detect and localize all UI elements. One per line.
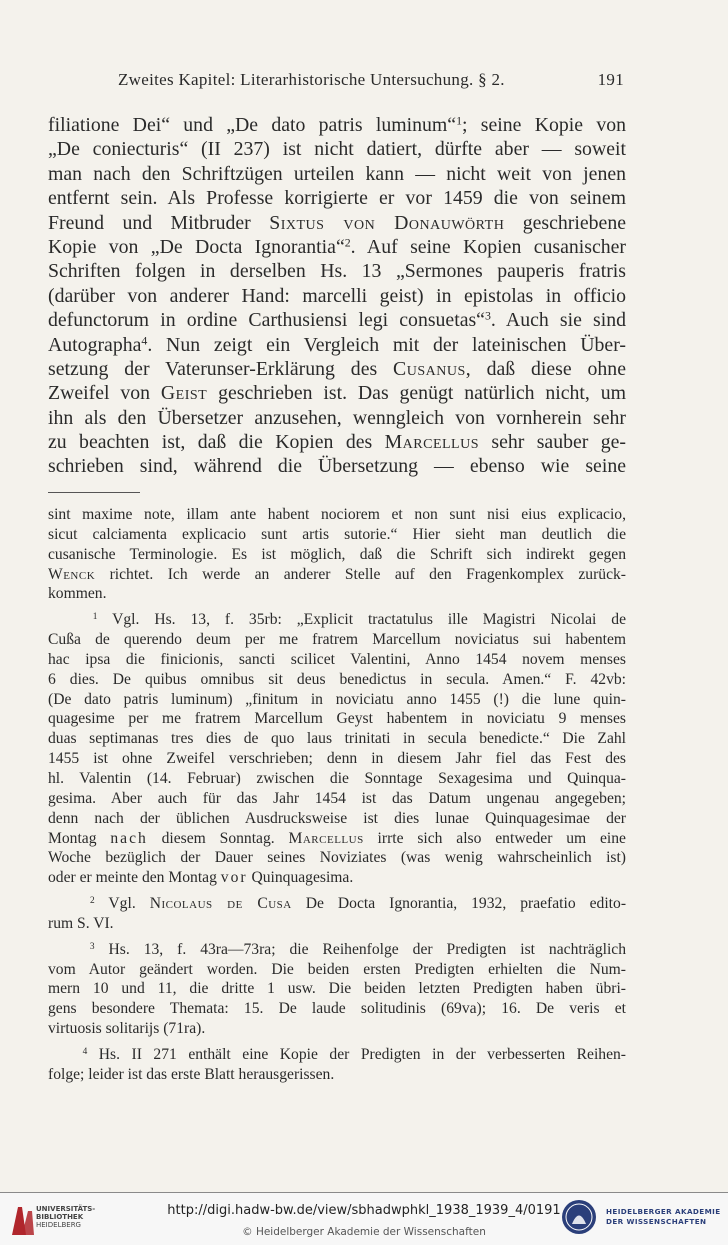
note-line: Wenck richtet. Ich werde an anderer Stelle auf den Fragenkomplex zurück- [48, 565, 626, 583]
person-name: Marcellus [384, 431, 480, 454]
note-line: hl. Valentin (14. Februar) zwischen die Sonntage Sexagesima und Quinqua- [48, 769, 626, 787]
note-line: 6 dies. De quibus omnibus sit deus benedictus in secula. Amen.“ F. 42vb: [48, 670, 626, 688]
footnotes [48, 505, 626, 1085]
person-name: Nicolaus de Cusa [149, 895, 292, 913]
text-line: Autographa$^4$. Nun zeigt ein Vergleich mit der lateinischen Über- [48, 332, 626, 356]
text-line: filiatione Dei“ und „De dato patris luminum“$^1$; seine Kopie von [48, 113, 626, 136]
person-name: Wenck [48, 565, 96, 583]
permalink-url[interactable]: http://digi.hadw-bw.de/view/sbhadwphkl_1938_1939_4/0191 [167, 1203, 561, 1218]
university-library-name: UNIVERSITÄTS- BIBLIOTHEK HEIDELBERG [36, 1205, 96, 1229]
footnote-mark: 1 [92, 612, 98, 623]
footnote-separator [48, 492, 140, 493]
note-line: oder er meinte den Montag vor Quinquagesima. [48, 869, 354, 887]
text-line: Zweifel von Geist geschrieben ist. Das genügt natürlich nicht, um [48, 382, 626, 405]
note-line: virtuosis solitarijs (71ra). [48, 1020, 206, 1038]
note-line: 1455 ist ohne Zweifel verschrieben; denn in diesem Jahr fiel das Fest des [48, 750, 626, 768]
person-name: Marcellus [288, 829, 364, 847]
note-line: hac ipsa die finicionis, sancti scilicet Valentini, Anno 1454 novem menses [48, 650, 626, 668]
note-line: vom Autor geändert worden. Die beiden ersten Predigten erhielten die Num- [48, 960, 626, 978]
text-line: Schriften folgen in derselben Hs. 13 „Sermones pauperis fratris [48, 260, 626, 283]
person-name: Cusanus [393, 357, 466, 380]
text-line: schrieben sind, während die Übersetzung — ebenso wie seine [48, 455, 626, 478]
person-name: Sixtus von Donauwörth [269, 211, 505, 234]
copyright-notice: © Heidelberger Akademie der Wissenschaften [242, 1226, 486, 1238]
footnote-ref: 3 [484, 308, 491, 323]
note-line: mern 10 und 11, die dritte 1 usw. Die beiden letzten Predigten haben übri- [48, 980, 626, 998]
note-line: quagesime per me fratrem Marcellum Geyst habentem in noviciatu 9 menses [48, 710, 626, 728]
text-line: man nach den Schriftzügen urteilen kann — nicht weit von jenen [48, 162, 626, 185]
text-line: Kopie von „De Docta Ignorantia“$^2$. Auf seine Kopien cusanischer [48, 235, 626, 258]
academy-seal-icon[interactable] [560, 1197, 598, 1237]
footnote-1: $^1$ Vgl. Hs. 13, f. 35rb: „Explicit tractatulus ille Magistri Nicolai de [92, 611, 626, 629]
footnote-ref: 4 [141, 332, 148, 347]
note-line: sicut calciamenta explicacio sunt artis sutorie.“ Hier sieht man deutlich die [48, 525, 626, 543]
footnote-mark: 3 [89, 941, 95, 952]
main-text [48, 113, 626, 479]
footnote-3: $^3$ Hs. 13, f. 43ra—73ra; die Reihenfolge der Predigten ist nachträglich [89, 940, 626, 958]
page-number: 191 [597, 70, 624, 89]
text-line: ihn als den Übersetzer anzusehen, wenngleich von vornherein sehr [48, 406, 626, 429]
footnote-ref: 2 [344, 235, 351, 250]
footnote-mark: 4 [82, 1046, 88, 1057]
text-line: „De coniecturis“ (II 237) ist nicht datiert, dürfte aber — soweit [48, 138, 626, 161]
text-line: Freund und Mitbruder Sixtus von Donauwörth geschriebene [48, 211, 626, 234]
note-line: Cußa de querendo deum per me fratrem Marcellum noviciatus sui habentem [48, 631, 626, 649]
text-line: entfernt sein. Als Professe korrigierte er vor 1459 die von seinem [48, 187, 626, 210]
note-line: Woche bezüglich der Dauer seines Noviziates (was wenig wahrscheinlich ist) [48, 849, 626, 867]
text-line: defunctorum in ordine Carthusiensi legi consuetas“$^3$. Auch sie sind [48, 308, 626, 332]
running-title: Zweites Kapitel: Literarhistorische Untersuchung. § 2. [118, 70, 505, 89]
note-line: duas septimanas tres dies de quo laus trinitati in secula benedicte.“ Die Zahl [48, 730, 626, 748]
note-line: folge; leider ist das erste Blatt herausgerissen. [48, 1065, 335, 1083]
spaced-emphasis: nach [110, 829, 148, 847]
footnote-ref: 1 [456, 113, 463, 128]
note-line: sint maxime note, illam ante habent nociorem et non sunt nisi eius explicacio, [48, 506, 626, 523]
spaced-emphasis: vor [220, 869, 248, 887]
note-line: rum S. VI. [48, 914, 114, 932]
note-line: (De dato patris luminum) „finitum in noviciatu anno 1455 (!) die lune quin- [48, 690, 626, 708]
person-name: Geist [160, 382, 208, 405]
text-line: (darüber von anderer Hand: marcelli geist) in epistolas in officio [48, 284, 626, 307]
footnote-2: $^2$ Vgl. Nicolaus de Cusa De Docta Ignorantia, 1932, praefatio edito- [90, 895, 627, 913]
note-line: gens besondere Themata: 15. De laude solitudinis (69va); 16. De veris et [48, 1000, 626, 1018]
note-line: cusanische Terminologie. Es ist möglich, daß die Schrift sich indirekt gegen [48, 545, 626, 563]
text-line: zu beachten ist, daß die Kopien des Marcellus sehr sauber ge- [48, 431, 626, 454]
footnote-mark: 2 [90, 895, 95, 906]
note-line: gesima. Aber auch für das Jahr 1454 ist das Datum ungenau angegeben; [48, 789, 626, 807]
text-line: setzung der Vaterunser-Erklärung des Cusanus, daß diese ohne [48, 357, 626, 380]
viewer-footer [0, 1193, 728, 1245]
note-line: kommen. [48, 585, 107, 603]
academy-name: HEIDELBERGER AKADEMIE DER WISSENSCHAFTEN [606, 1207, 721, 1226]
note-line: denn nach der üblichen Ausdrucksweise ist dies lunae Quinquagesimae der [48, 809, 626, 827]
note-line: Montag nach diesem Sonntag. Marcellus irrte sich also entweder um eine [48, 829, 626, 847]
footnote-4: $^4$ Hs. II 271 enthält eine Kopie der Predigten in der verbesserten Reihen- [82, 1045, 626, 1063]
